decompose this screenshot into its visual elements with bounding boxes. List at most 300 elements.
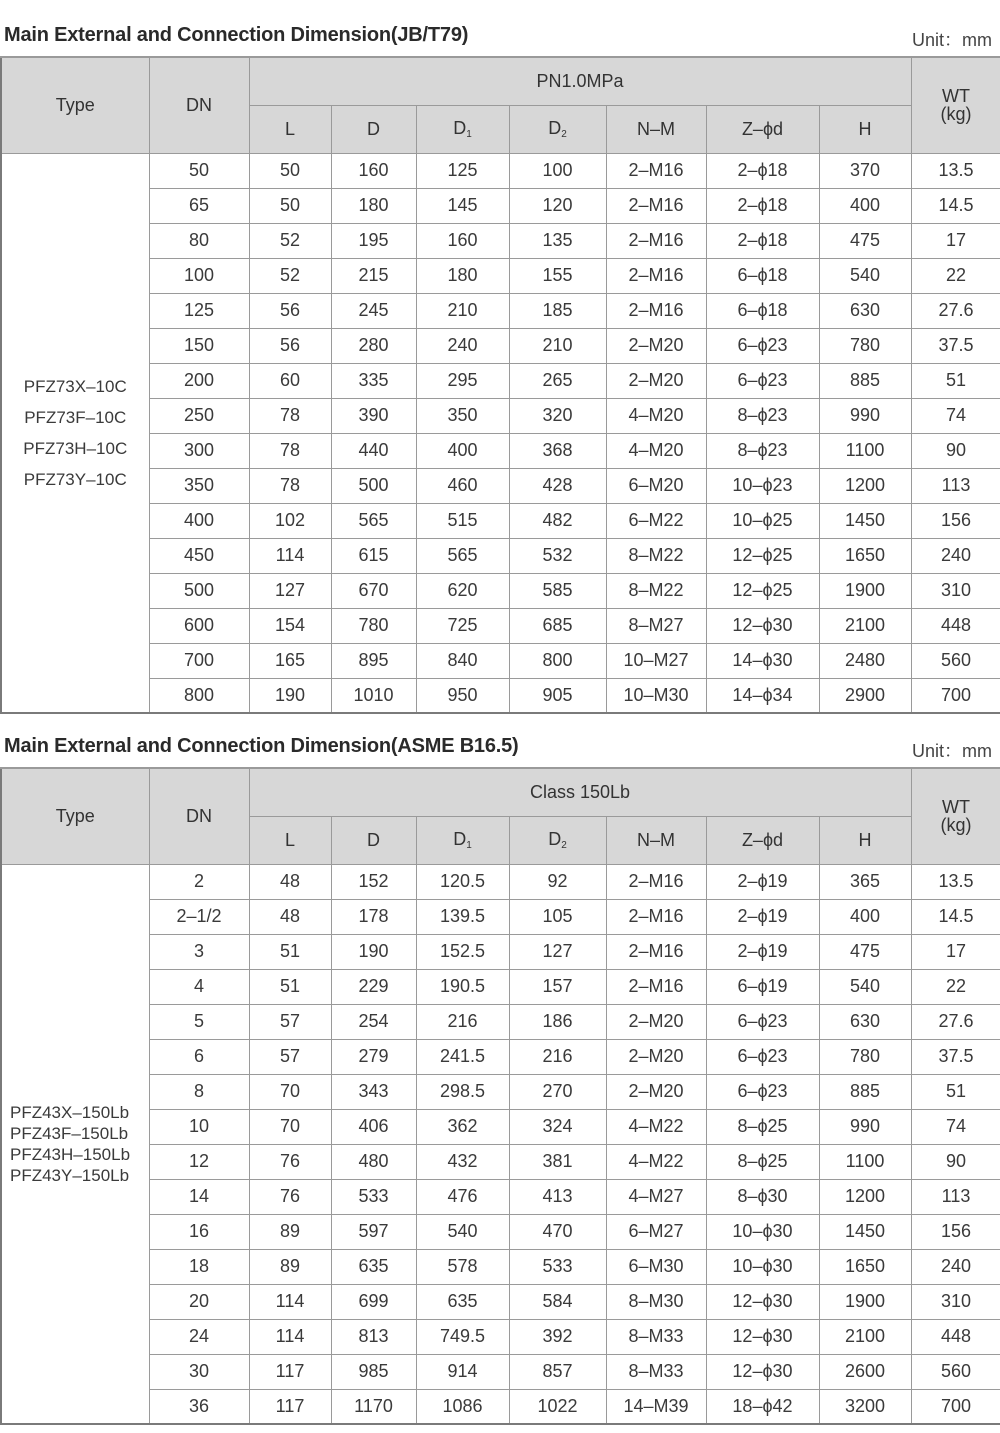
cell-h: 885: [819, 363, 911, 398]
cell-h: 540: [819, 258, 911, 293]
cell-h: 475: [819, 223, 911, 258]
cell-l: 70: [249, 1074, 331, 1109]
cell-l: 114: [249, 1284, 331, 1319]
type-model: PFZ73F–10C: [24, 407, 127, 427]
table-row: [1, 608, 1000, 643]
cell-d: 597: [331, 1214, 416, 1249]
cell-z-d: 10–ϕ23: [706, 468, 819, 503]
section-title: Main External and Connection Dimension(ASME B16.5): [4, 735, 519, 757]
table-row: [1, 1214, 1000, 1249]
header-h: H: [819, 816, 911, 864]
header-h: H: [819, 105, 911, 153]
cell-d2: 413: [509, 1179, 606, 1214]
cell-n-m: 2–M16: [606, 188, 706, 223]
cell-d2: 120: [509, 188, 606, 223]
cell-l: 127: [249, 573, 331, 608]
cell-dn: 500: [149, 573, 249, 608]
header-weight: [911, 768, 1000, 864]
cell-z-d: 6–ϕ23: [706, 328, 819, 363]
cell-n-m: 2–M16: [606, 969, 706, 1004]
cell-dn: 18: [149, 1249, 249, 1284]
cell-l: 57: [249, 1004, 331, 1039]
cell-wt: 113: [911, 1179, 1000, 1214]
cell-wt: 37.5: [911, 1039, 1000, 1074]
cell-h: 885: [819, 1074, 911, 1109]
cell-dn: 400: [149, 503, 249, 538]
cell-dn: 20: [149, 1284, 249, 1319]
table-row: [1, 363, 1000, 398]
type-model: PFZ43Y–150Lb: [10, 1165, 130, 1185]
cell-h: 990: [819, 398, 911, 433]
cell-dn: 250: [149, 398, 249, 433]
cell-wt: 90: [911, 1144, 1000, 1179]
cell-d: 1170: [331, 1389, 416, 1424]
cell-z-d: 10–ϕ25: [706, 503, 819, 538]
header-type: Type: [1, 57, 149, 153]
cell-l: 50: [249, 153, 331, 188]
cell-wt: 37.5: [911, 328, 1000, 363]
cell-z-d: 18–ϕ42: [706, 1389, 819, 1424]
cell-d1: 190.5: [416, 969, 509, 1004]
table-row: [1, 1249, 1000, 1284]
cell-d1: 460: [416, 468, 509, 503]
cell-h: 2100: [819, 1319, 911, 1354]
table-row: [1, 899, 1000, 934]
cell-d2: 533: [509, 1249, 606, 1284]
cell-d1: 125: [416, 153, 509, 188]
cell-z-d: 6–ϕ19: [706, 969, 819, 1004]
table-row: [1, 934, 1000, 969]
cell-l: 76: [249, 1179, 331, 1214]
header-weight-label: WT: [942, 797, 970, 818]
cell-h: 2100: [819, 608, 911, 643]
cell-h: 1100: [819, 433, 911, 468]
cell-wt: 560: [911, 1354, 1000, 1389]
cell-d2: 92: [509, 864, 606, 899]
dimension-table: [0, 767, 1000, 1425]
cell-d2: 265: [509, 363, 606, 398]
cell-n-m: 8–M27: [606, 608, 706, 643]
cell-d: 780: [331, 608, 416, 643]
cell-l: 114: [249, 1319, 331, 1354]
cell-d2: 381: [509, 1144, 606, 1179]
cell-wt: 51: [911, 363, 1000, 398]
cell-n-m: 2–M20: [606, 1074, 706, 1109]
cell-z-d: 2–ϕ19: [706, 934, 819, 969]
cell-l: 78: [249, 468, 331, 503]
cell-h: 370: [819, 153, 911, 188]
cell-z-d: 6–ϕ18: [706, 258, 819, 293]
cell-n-m: 2–M16: [606, 899, 706, 934]
cell-d1: 160: [416, 223, 509, 258]
header-z-d: Z–ϕd: [706, 816, 819, 864]
cell-h: 780: [819, 1039, 911, 1074]
cell-n-m: 4–M22: [606, 1144, 706, 1179]
cell-d: 615: [331, 538, 416, 573]
cell-z-d: 12–ϕ30: [706, 1354, 819, 1389]
cell-h: 990: [819, 1109, 911, 1144]
table-row: [1, 1284, 1000, 1319]
cell-d2: 532: [509, 538, 606, 573]
cell-d1: 515: [416, 503, 509, 538]
cell-d1: 362: [416, 1109, 509, 1144]
cell-wt: 17: [911, 934, 1000, 969]
cell-h: 1650: [819, 538, 911, 573]
table-row: [1, 328, 1000, 363]
cell-d2: 185: [509, 293, 606, 328]
cell-d2: 320: [509, 398, 606, 433]
cell-d2: 324: [509, 1109, 606, 1144]
cell-d: 390: [331, 398, 416, 433]
header-pressure-group: PN1.0MPa: [249, 57, 911, 105]
cell-d: 180: [331, 188, 416, 223]
cell-d: 195: [331, 223, 416, 258]
cell-h: 630: [819, 1004, 911, 1039]
cell-d1: 840: [416, 643, 509, 678]
cell-z-d: 6–ϕ23: [706, 1004, 819, 1039]
cell-z-d: 14–ϕ34: [706, 678, 819, 713]
cell-n-m: 6–M30: [606, 1249, 706, 1284]
cell-l: 52: [249, 223, 331, 258]
header-d1-sub: 1: [466, 129, 472, 140]
cell-n-m: 8–M22: [606, 538, 706, 573]
cell-l: 50: [249, 188, 331, 223]
cell-d1: 152.5: [416, 934, 509, 969]
cell-n-m: 4–M20: [606, 398, 706, 433]
cell-d: 279: [331, 1039, 416, 1074]
cell-z-d: 6–ϕ23: [706, 363, 819, 398]
cell-d1: 578: [416, 1249, 509, 1284]
cell-d1: 565: [416, 538, 509, 573]
cell-h: 400: [819, 188, 911, 223]
cell-dn: 2–1/2: [149, 899, 249, 934]
header-d: D: [331, 105, 416, 153]
cell-n-m: 2–M16: [606, 934, 706, 969]
cell-l: 56: [249, 328, 331, 363]
cell-h: 1200: [819, 1179, 911, 1214]
cell-n-m: 2–M16: [606, 258, 706, 293]
cell-d2: 584: [509, 1284, 606, 1319]
cell-l: 117: [249, 1389, 331, 1424]
table-row: [1, 1179, 1000, 1214]
table-row: [1, 1319, 1000, 1354]
cell-d2: 186: [509, 1004, 606, 1039]
cell-wt: 74: [911, 398, 1000, 433]
cell-l: 60: [249, 363, 331, 398]
cell-dn: 5: [149, 1004, 249, 1039]
cell-d: 440: [331, 433, 416, 468]
header-pressure-group: Class 150Lb: [249, 768, 911, 816]
cell-l: 117: [249, 1354, 331, 1389]
table-body: [1, 864, 1000, 1424]
cell-d1: 295: [416, 363, 509, 398]
cell-n-m: 10–M27: [606, 643, 706, 678]
cell-d2: 155: [509, 258, 606, 293]
table-row: [1, 293, 1000, 328]
type-models-cell: [1, 153, 149, 713]
cell-l: 57: [249, 1039, 331, 1074]
cell-d: 178: [331, 899, 416, 934]
cell-dn: 8: [149, 1074, 249, 1109]
cell-l: 48: [249, 899, 331, 934]
cell-l: 165: [249, 643, 331, 678]
cell-l: 51: [249, 969, 331, 1004]
cell-n-m: 2–M16: [606, 864, 706, 899]
cell-d1: 240: [416, 328, 509, 363]
cell-z-d: 6–ϕ18: [706, 293, 819, 328]
cell-d: 670: [331, 573, 416, 608]
header-l: L: [249, 105, 331, 153]
table-row: [1, 1074, 1000, 1109]
header-d2: [509, 816, 606, 864]
cell-n-m: 8–M33: [606, 1319, 706, 1354]
cell-d2: 685: [509, 608, 606, 643]
cell-l: 48: [249, 864, 331, 899]
cell-n-m: 6–M27: [606, 1214, 706, 1249]
section-header: [0, 731, 1000, 767]
cell-z-d: 2–ϕ18: [706, 223, 819, 258]
cell-d2: 100: [509, 153, 606, 188]
cell-d1: 620: [416, 573, 509, 608]
cell-dn: 125: [149, 293, 249, 328]
cell-wt: 13.5: [911, 864, 1000, 899]
type-model: PFZ73H–10C: [23, 438, 128, 458]
table-row: [1, 153, 1000, 188]
table-row: [1, 468, 1000, 503]
dimension-section-jbt79: [0, 20, 1000, 714]
cell-d2: 482: [509, 503, 606, 538]
cell-n-m: 4–M22: [606, 1109, 706, 1144]
cell-dn: 150: [149, 328, 249, 363]
cell-d2: 905: [509, 678, 606, 713]
cell-wt: 156: [911, 503, 1000, 538]
cell-wt: 310: [911, 1284, 1000, 1319]
unit-label: Unit：mm: [912, 30, 992, 50]
header-dn: DN: [149, 57, 249, 153]
cell-wt: 74: [911, 1109, 1000, 1144]
type-model: PFZ43F–150Lb: [10, 1123, 129, 1143]
cell-h: 1200: [819, 468, 911, 503]
header-d2: [509, 105, 606, 153]
cell-d1: 210: [416, 293, 509, 328]
cell-wt: 27.6: [911, 293, 1000, 328]
cell-wt: 22: [911, 258, 1000, 293]
cell-d: 245: [331, 293, 416, 328]
table-row: [1, 864, 1000, 899]
header-l: L: [249, 816, 331, 864]
cell-h: 1900: [819, 573, 911, 608]
cell-h: 365: [819, 864, 911, 899]
cell-dn: 80: [149, 223, 249, 258]
cell-d1: 145: [416, 188, 509, 223]
cell-wt: 448: [911, 608, 1000, 643]
cell-wt: 113: [911, 468, 1000, 503]
cell-z-d: 12–ϕ30: [706, 1284, 819, 1319]
header-weight-label: WT: [942, 86, 970, 107]
cell-d: 215: [331, 258, 416, 293]
cell-n-m: 6–M22: [606, 503, 706, 538]
cell-l: 76: [249, 1144, 331, 1179]
header-weight-unit: (kg): [940, 815, 972, 836]
header-d1-label: D: [453, 829, 467, 849]
table-row: [1, 538, 1000, 573]
table-row: [1, 1389, 1000, 1424]
table-row: [1, 433, 1000, 468]
cell-wt: 27.6: [911, 1004, 1000, 1039]
table-row: [1, 1004, 1000, 1039]
cell-d2: 392: [509, 1319, 606, 1354]
cell-d1: 476: [416, 1179, 509, 1214]
cell-d1: 725: [416, 608, 509, 643]
cell-n-m: 4–M20: [606, 433, 706, 468]
cell-wt: 700: [911, 678, 1000, 713]
cell-l: 89: [249, 1249, 331, 1284]
cell-dn: 2: [149, 864, 249, 899]
cell-d1: 914: [416, 1354, 509, 1389]
cell-h: 1650: [819, 1249, 911, 1284]
cell-dn: 36: [149, 1389, 249, 1424]
cell-z-d: 6–ϕ23: [706, 1039, 819, 1074]
cell-d: 1010: [331, 678, 416, 713]
cell-d: 160: [331, 153, 416, 188]
dimension-section-asme: [0, 731, 1000, 1425]
cell-dn: 300: [149, 433, 249, 468]
cell-d: 335: [331, 363, 416, 398]
section-title: Main External and Connection Dimension(JB/T79): [4, 24, 469, 46]
cell-z-d: 2–ϕ19: [706, 899, 819, 934]
header-n-m: N–M: [606, 105, 706, 153]
cell-d1: 749.5: [416, 1319, 509, 1354]
table-row: [1, 223, 1000, 258]
cell-d: 635: [331, 1249, 416, 1284]
cell-d: 406: [331, 1109, 416, 1144]
cell-d1: 400: [416, 433, 509, 468]
header-dn: DN: [149, 768, 249, 864]
cell-dn: 600: [149, 608, 249, 643]
cell-dn: 450: [149, 538, 249, 573]
cell-d1: 350: [416, 398, 509, 433]
cell-dn: 3: [149, 934, 249, 969]
cell-z-d: 2–ϕ19: [706, 864, 819, 899]
cell-wt: 90: [911, 433, 1000, 468]
cell-dn: 50: [149, 153, 249, 188]
dimension-table: [0, 56, 1000, 714]
cell-h: 780: [819, 328, 911, 363]
cell-d1: 298.5: [416, 1074, 509, 1109]
cell-dn: 800: [149, 678, 249, 713]
cell-d2: 135: [509, 223, 606, 258]
cell-h: 1450: [819, 1214, 911, 1249]
cell-d1: 120.5: [416, 864, 509, 899]
cell-n-m: 2–M16: [606, 223, 706, 258]
cell-dn: 16: [149, 1214, 249, 1249]
cell-wt: 14.5: [911, 188, 1000, 223]
header-type: Type: [1, 768, 149, 864]
cell-d: 699: [331, 1284, 416, 1319]
cell-z-d: 8–ϕ23: [706, 433, 819, 468]
cell-wt: 156: [911, 1214, 1000, 1249]
cell-h: 475: [819, 934, 911, 969]
section-header: [0, 20, 1000, 56]
cell-d2: 210: [509, 328, 606, 363]
table-row: [1, 969, 1000, 1004]
cell-l: 52: [249, 258, 331, 293]
cell-d1: 432: [416, 1144, 509, 1179]
cell-h: 2600: [819, 1354, 911, 1389]
cell-wt: 14.5: [911, 899, 1000, 934]
header-d: D: [331, 816, 416, 864]
cell-n-m: 8–M30: [606, 1284, 706, 1319]
cell-wt: 700: [911, 1389, 1000, 1424]
cell-d2: 105: [509, 899, 606, 934]
cell-d1: 635: [416, 1284, 509, 1319]
table-row: [1, 573, 1000, 608]
table-row: [1, 398, 1000, 433]
cell-d2: 368: [509, 433, 606, 468]
table-row: [1, 188, 1000, 223]
cell-dn: 700: [149, 643, 249, 678]
cell-n-m: 10–M30: [606, 678, 706, 713]
cell-d2: 157: [509, 969, 606, 1004]
cell-z-d: 10–ϕ30: [706, 1214, 819, 1249]
cell-n-m: 8–M33: [606, 1354, 706, 1389]
cell-l: 51: [249, 934, 331, 969]
cell-d2: 1022: [509, 1389, 606, 1424]
cell-dn: 30: [149, 1354, 249, 1389]
cell-h: 540: [819, 969, 911, 1004]
table-body: [1, 153, 1000, 713]
table-row: [1, 643, 1000, 678]
cell-d: 565: [331, 503, 416, 538]
cell-n-m: 2–M16: [606, 153, 706, 188]
cell-dn: 6: [149, 1039, 249, 1074]
cell-dn: 100: [149, 258, 249, 293]
cell-d1: 540: [416, 1214, 509, 1249]
cell-dn: 4: [149, 969, 249, 1004]
cell-n-m: 8–M22: [606, 573, 706, 608]
cell-d1: 241.5: [416, 1039, 509, 1074]
header-d2-sub: 2: [561, 840, 567, 851]
cell-h: 3200: [819, 1389, 911, 1424]
cell-h: 1900: [819, 1284, 911, 1319]
table-row: [1, 1354, 1000, 1389]
cell-n-m: 2–M16: [606, 293, 706, 328]
type-models-cell: [1, 864, 149, 1424]
header-weight-unit: (kg): [940, 104, 972, 125]
cell-wt: 22: [911, 969, 1000, 1004]
unit-label: Unit：mm: [912, 741, 992, 761]
cell-z-d: 8–ϕ25: [706, 1109, 819, 1144]
cell-n-m: 2–M20: [606, 1039, 706, 1074]
cell-l: 78: [249, 433, 331, 468]
table-row: [1, 503, 1000, 538]
cell-wt: 51: [911, 1074, 1000, 1109]
cell-d: 500: [331, 468, 416, 503]
header-weight: [911, 57, 1000, 153]
cell-wt: 448: [911, 1319, 1000, 1354]
cell-z-d: 2–ϕ18: [706, 153, 819, 188]
cell-n-m: 2–M20: [606, 1004, 706, 1039]
cell-d: 229: [331, 969, 416, 1004]
cell-z-d: 12–ϕ30: [706, 608, 819, 643]
cell-wt: 560: [911, 643, 1000, 678]
header-d1: [416, 816, 509, 864]
type-model: PFZ43X–150Lb: [10, 1102, 130, 1122]
cell-d2: 800: [509, 643, 606, 678]
cell-wt: 240: [911, 538, 1000, 573]
cell-d2: 470: [509, 1214, 606, 1249]
cell-z-d: 14–ϕ30: [706, 643, 819, 678]
